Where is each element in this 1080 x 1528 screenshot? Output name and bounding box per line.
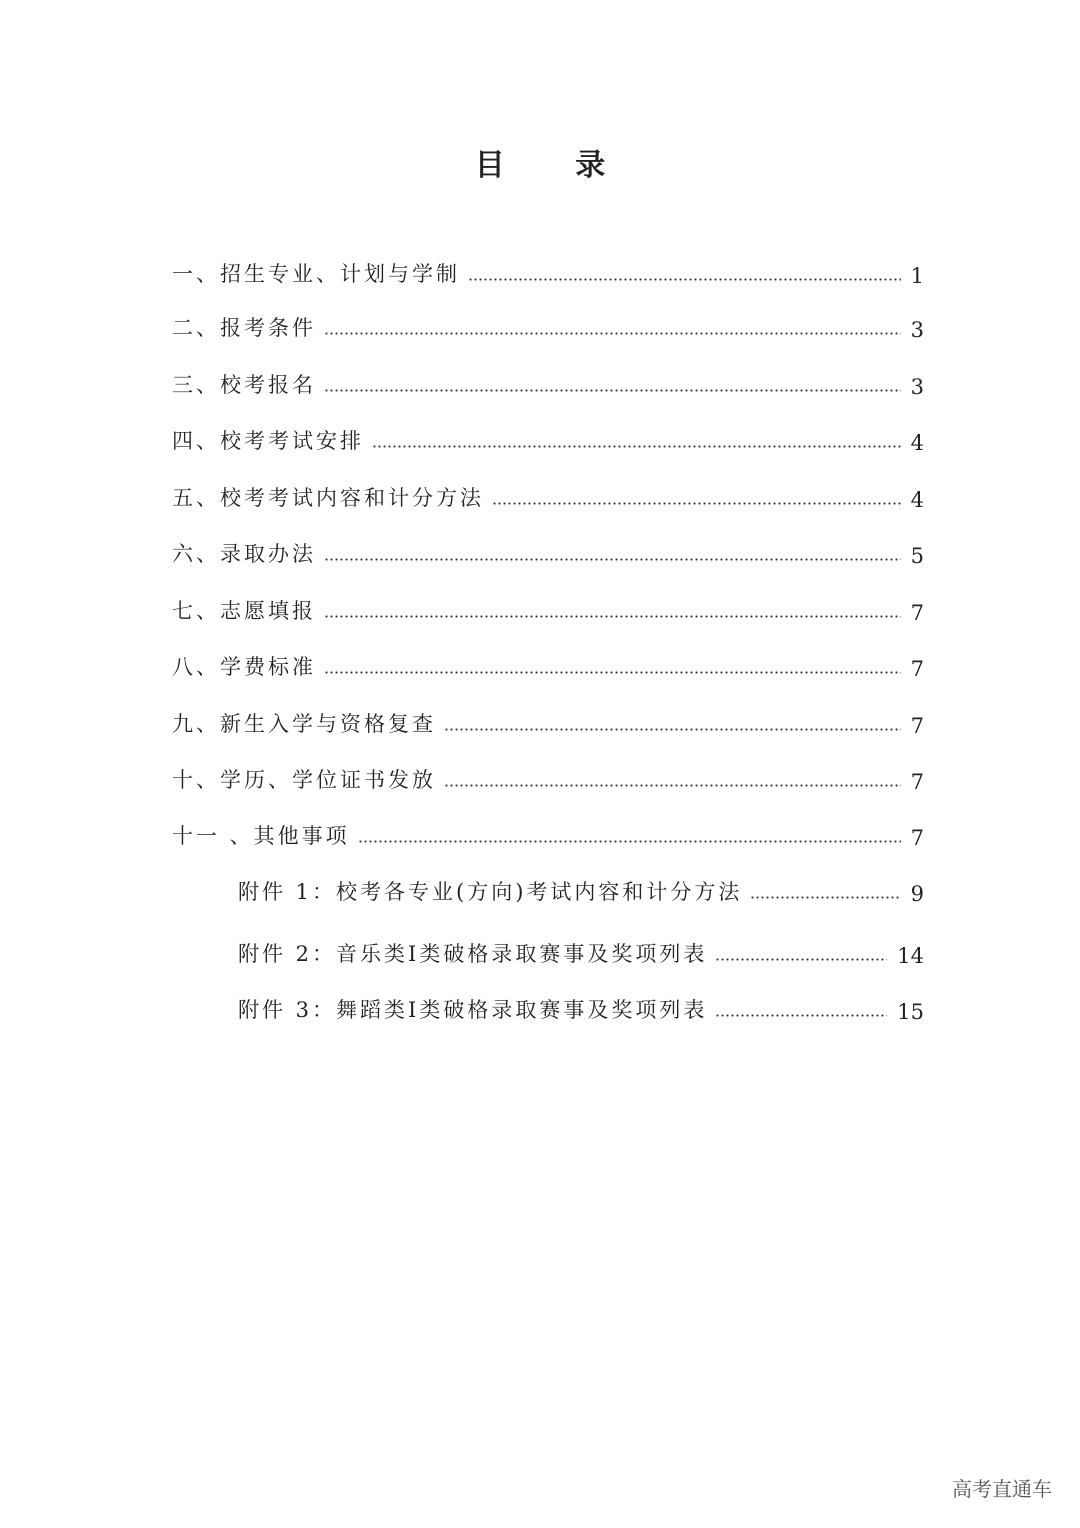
toc-entry-label: 附件 3：舞蹈类Ⅰ类破格录取赛事及奖项列表 [238, 998, 708, 1022]
toc-entry-label: 附件 2：音乐类Ⅰ类破格录取赛事及奖项列表 [238, 942, 708, 966]
toc-entry-label: 十、学历、学位证书发放 [172, 768, 436, 792]
toc-entry-page: 1 [910, 264, 924, 288]
dot-leader [358, 840, 901, 843]
toc-entry-page: 5 [910, 544, 924, 568]
dot-leader [444, 728, 901, 731]
dot-leader [372, 445, 901, 448]
toc-entry-label: 三、校考报名 [172, 373, 316, 397]
toc-entry[interactable] [238, 938, 924, 968]
toc-entry-label: 九、新生入学与资格复查 [172, 712, 436, 736]
toc-entry-label: 附件 1：校考各专业(方向)考试内容和计分方法 [238, 880, 743, 904]
toc-entry[interactable] [172, 369, 924, 399]
dot-leader [324, 671, 901, 674]
dot-leader [715, 1014, 887, 1017]
dot-leader [324, 389, 901, 392]
toc-entry[interactable] [238, 876, 924, 906]
toc-entry-page: 3 [910, 318, 924, 342]
toc-entry-label: 六、录取办法 [172, 542, 316, 566]
toc-entry-page: 7 [910, 770, 924, 794]
dot-leader [492, 502, 901, 505]
toc-entry[interactable] [172, 258, 924, 288]
toc-entry-page: 4 [910, 488, 924, 512]
page-title: 目 录 [474, 148, 636, 183]
toc-entry-page: 14 [897, 944, 924, 968]
dot-leader [715, 958, 887, 961]
toc-entry-page: 7 [910, 714, 924, 738]
toc-entry-label: 四、校考考试安排 [172, 429, 364, 453]
toc-entry-label: 一、招生专业、计划与学制 [172, 262, 460, 286]
toc-entry-page: 7 [910, 657, 924, 681]
toc-entry-label: 二、报考条件 [172, 316, 316, 340]
toc-entry-page: 3 [910, 375, 924, 399]
toc-entry[interactable] [172, 708, 924, 738]
dot-leader [750, 896, 900, 899]
toc-entry[interactable] [172, 820, 924, 850]
toc-entry[interactable] [172, 764, 924, 794]
toc-entry-label: 十一 、其他事项 [172, 824, 350, 848]
toc-entry[interactable] [172, 595, 924, 625]
toc-entry-label: 七、志愿填报 [172, 599, 316, 623]
toc-entry-page: 7 [910, 601, 924, 625]
toc-entry[interactable] [172, 482, 924, 512]
dot-leader [444, 784, 901, 787]
toc-entry[interactable] [172, 312, 924, 342]
dot-leader [324, 558, 901, 561]
toc-entry-label: 五、校考考试内容和计分方法 [172, 486, 484, 510]
toc-entry[interactable] [172, 651, 924, 681]
toc-entry-page: 7 [910, 826, 924, 850]
toc-entry[interactable] [172, 425, 924, 455]
watermark: 高考直通车 [952, 1477, 1052, 1501]
toc-entry[interactable] [238, 994, 924, 1024]
toc-entry-page: 4 [910, 431, 924, 455]
toc-entry-page: 9 [910, 882, 924, 906]
toc-entry[interactable] [172, 538, 924, 568]
toc-entry-label: 八、学费标准 [172, 655, 316, 679]
toc-entry-page: 15 [897, 1000, 924, 1024]
dot-leader [324, 615, 901, 618]
dot-leader [324, 332, 901, 335]
dot-leader [468, 278, 901, 281]
